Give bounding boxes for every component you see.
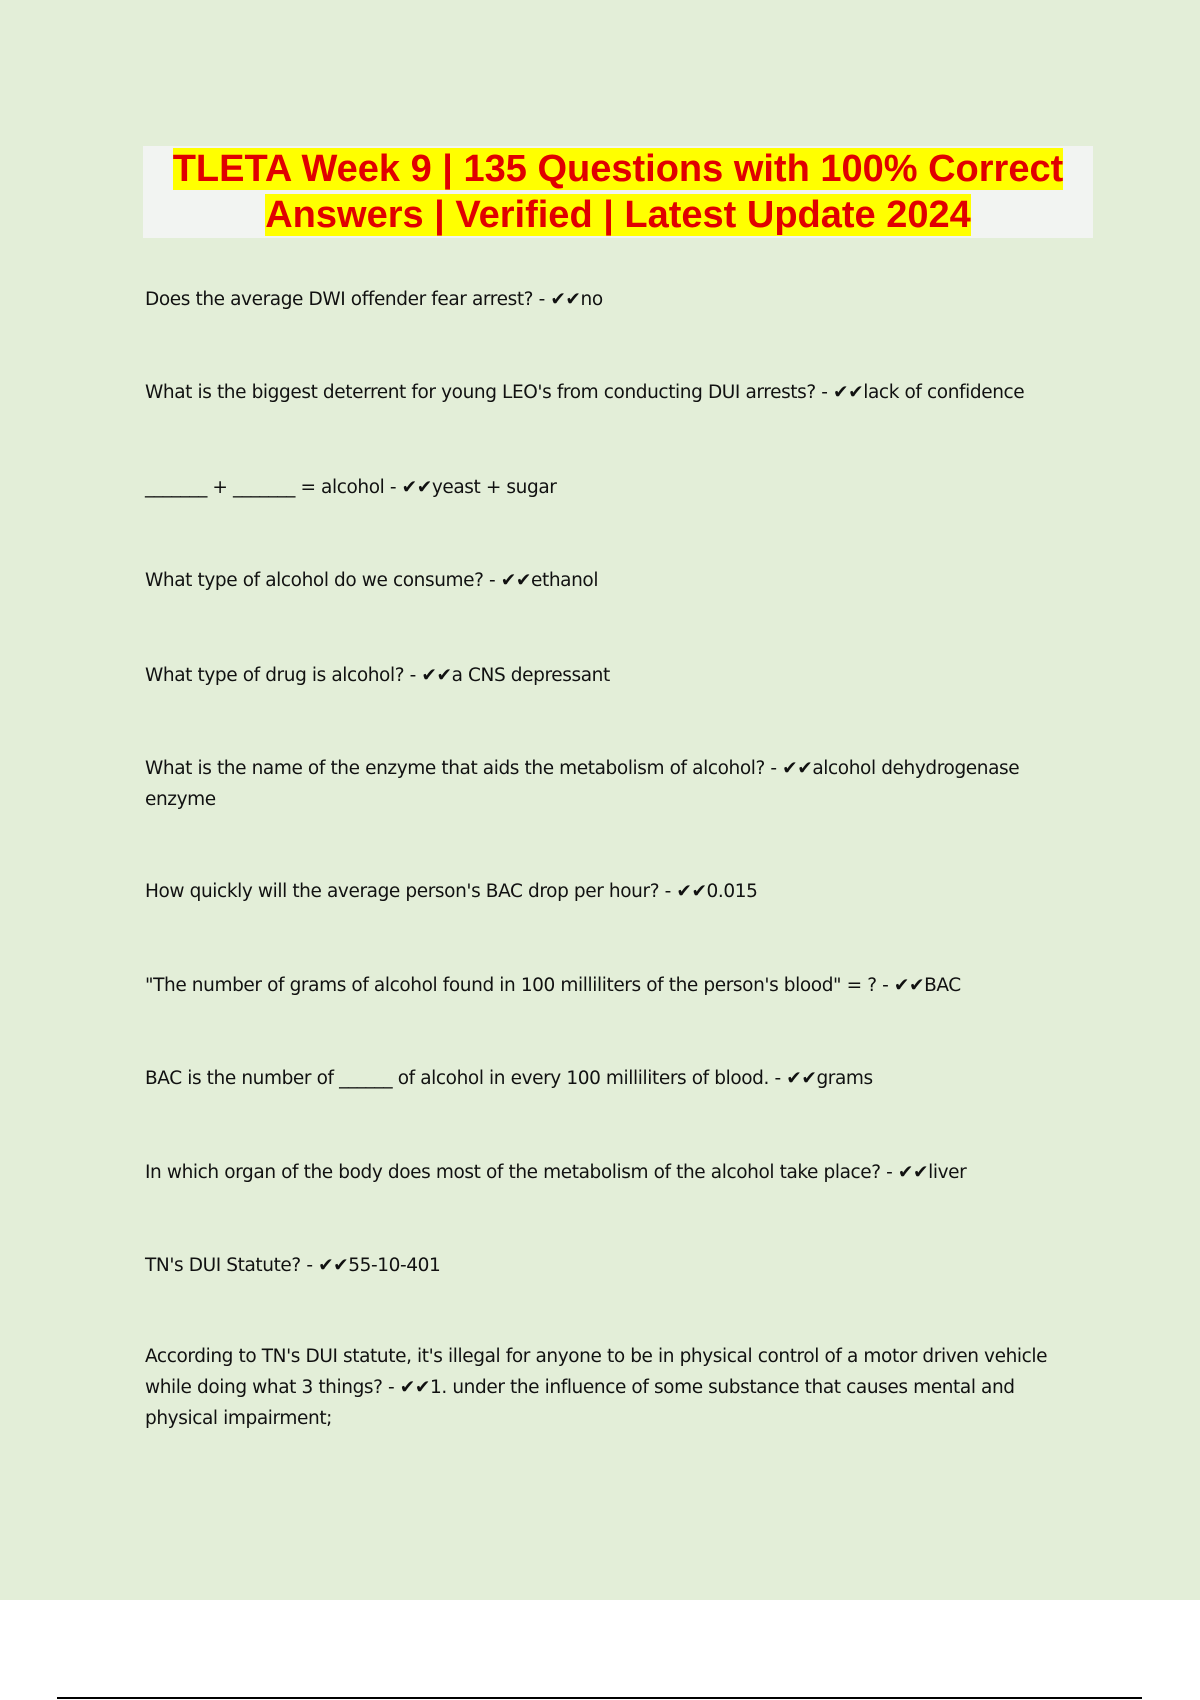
- qa-item: Does the average DWI offender fear arrest? - ✔✔no: [145, 289, 603, 310]
- qa-item: What is the biggest deterrent for young LEO's from conducting DUI arrests? - ✔✔lack of confidence: [145, 382, 1025, 403]
- qa-item: What type of alcohol do we consume? - ✔✔ethanol: [145, 570, 599, 591]
- footer-divider: [57, 1697, 1142, 1699]
- qa-item: How quickly will the average person's BAC drop per hour? - ✔✔0.015: [145, 881, 758, 902]
- qa-item: "The number of grams of alcohol found in 100 milliliters of the person's blood" = ? - ✔✔BAC: [145, 975, 961, 996]
- qa-item: In which organ of the body does most of the metabolism of the alcohol take place? - ✔✔liver: [145, 1162, 967, 1183]
- qa-item: What type of drug is alcohol? - ✔✔a CNS depressant: [145, 665, 610, 686]
- document-title-box: [143, 146, 1093, 238]
- qa-item: TN's DUI Statute? - ✔✔55-10-401: [145, 1255, 441, 1276]
- document-title: TLETA Week 9 | 135 Questions with 100% Correct Answers | Verified | Latest Update 2024: [172, 148, 1064, 236]
- qa-item: What is the name of the enzyme that aids the metabolism of alcohol? - ✔✔alcohol dehydrogenase enzyme: [145, 758, 1020, 810]
- qa-item: According to TN's DUI statute, it's illegal for anyone to be in physical control of a motor driven vehicle while doing what 3 things? - ✔✔1. under the influence of some substance that causes mental and physical impairment;: [145, 1346, 1048, 1429]
- qa-item: BAC is the number of ______ of alcohol in every 100 milliliters of blood. - ✔✔grams: [145, 1068, 873, 1089]
- qa-item: _______ + _______ = alcohol - ✔✔yeast + sugar: [145, 477, 557, 498]
